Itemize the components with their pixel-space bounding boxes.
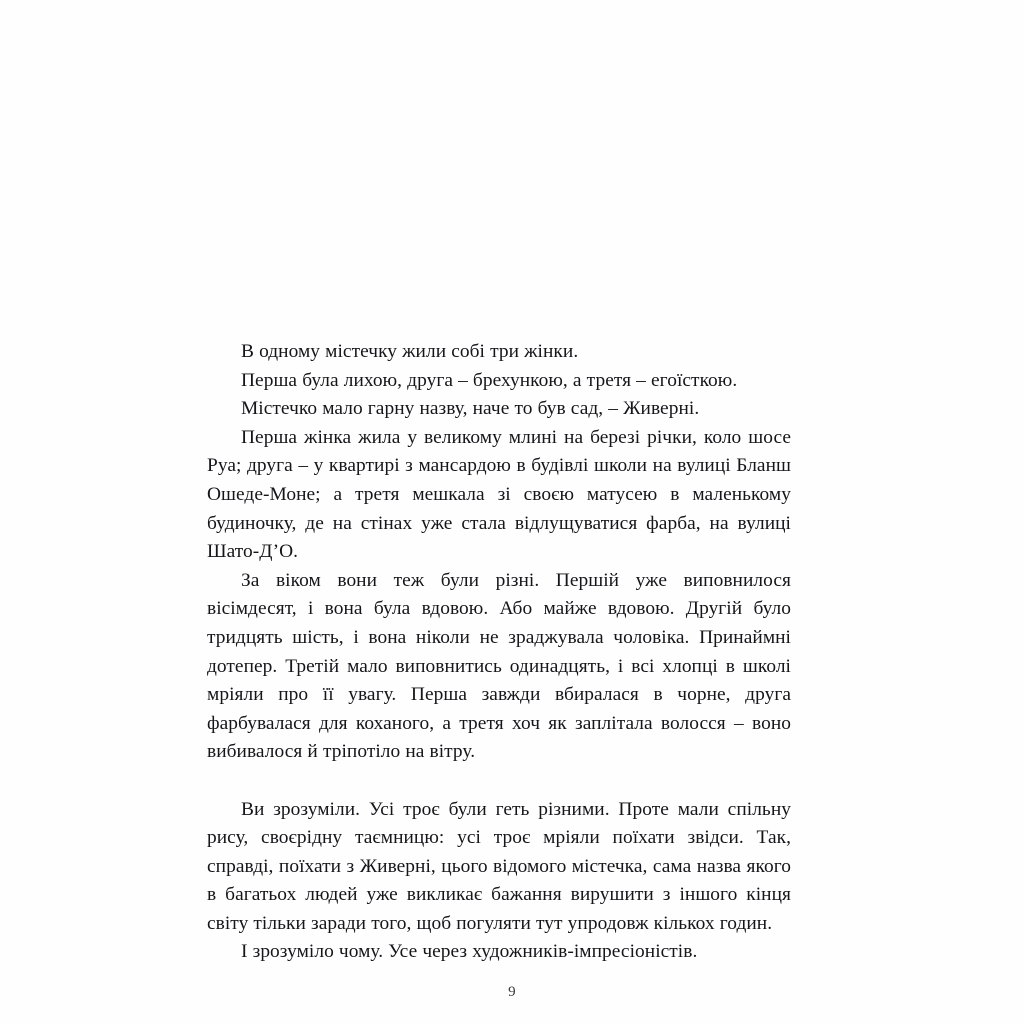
paragraph: І зрозуміло чому. Усе через художників-імпресіоністів. <box>241 941 698 963</box>
paragraph: Містечко мало гарну назву, наче то був сад, – Живерні. <box>241 398 700 420</box>
paragraph: За віком вони теж були різні. Першій уже виповнилося вісімдесят, і вона була вдовою. Або майже вдовою. Другій було тридцять шість, і вона ніколи не зраджувала чоловіка. Принаймні дотепер. Третій мало виповнитись одинадцять, і всі хлопці в школі мріяли про її увагу. Перша завжди вбиралася в чорне, друга фарбувалася для коханого, а третя хоч як заплітала волосся – воно вибивалося й тріпотіло на вітру. <box>207 569 791 763</box>
paragraph: Перша жінка жила у великому млині на березі річки, коло шосе Руа; друга – у квартирі з мансардою в будівлі школи на вулиці Бланш Ошеде-Моне; а третя мешкала зі своєю матусею в маленькому будиночку, де на стінах уже стала відлущуватися фарба, на вулиці Шато-Д’О. <box>207 426 791 563</box>
paragraph-block-separator <box>207 767 791 796</box>
body-text-block <box>207 338 791 967</box>
paragraph-block-2 <box>207 796 791 968</box>
paragraph: В одному містечку жили собі три жінки. <box>241 341 579 362</box>
paragraph: Ви зрозуміли. Усі троє були геть різними. Проте мали спільну рису, своєрідну таємницю: усі троє мріяли поїхати звідси. Так, справді, поїхати з Живерні, цього відомого містечка, сама назва якого в багатьох людей уже викликає бажання вирушити з іншого кінця світу тільки заради того, щоб погуляти тут упродовж кількох годин. <box>207 798 791 934</box>
paragraph: Перша була лихою, друга – брехункою, а третя – егоїсткою. <box>241 369 738 391</box>
page-number: 9 <box>508 984 516 1000</box>
paragraph-block-1 <box>207 338 791 767</box>
